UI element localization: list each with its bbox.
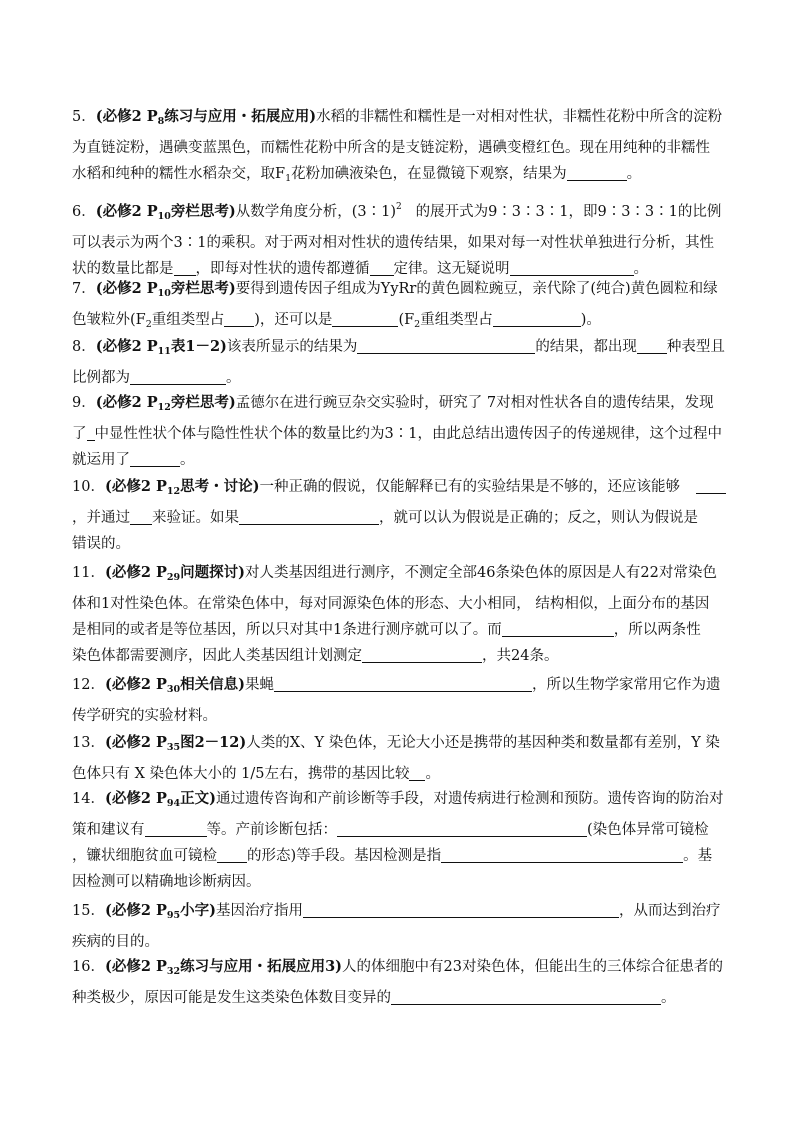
question-number: 9． [72, 395, 96, 411]
answer-blank[interactable] [370, 260, 394, 276]
question-number: 14． [72, 791, 105, 807]
question-number: 5． [72, 109, 96, 125]
question-5: 5．(必修2 $P_8$练习与应用・拓展应用)水稻的非糯性和糯性是一对相对性状，非糯性花粉中所含的淀粉 为直链淀粉，遇碘变蓝黑色，而糯性花粉中所含的是支链淀粉，遇碘变橙红色。现在用纯种的非糯性 水稻和纯种的糯性水稻杂交，取$F_1$花粉加碘液染色，在显微镜下观察，结果为 。 [72, 104, 732, 192]
question-16: 16．(必修2 $P_{32}$练习与应用・拓展应用3)人的体细胞中有23对染色体，但能出生的三体综合征患者的 种类极少，原因可能是发生这类染色体数目变异的 。 [72, 958, 723, 1006]
answer-blank[interactable] [502, 621, 614, 637]
question-number: 12． [72, 677, 105, 693]
question-6: 6．(必修2 $P_{10}$旁栏思考)从数学角度分析，(3∶1)$^2$ 的展开式为9∶3∶3∶1，即9∶3∶3∶1的比例 可以表示为两个3∶1的乘积。对于两对相对性状的遗传结果，如果对每一对性状单独进行分析，其性 状的数量比都是 ，即每对性状的遗传都遵循 定律。这无疑说明 。 [72, 194, 732, 282]
source-reference: (必修2 $P_8$练习与应用・拓展应用) [95, 108, 317, 127]
answer-blank[interactable] [332, 311, 398, 327]
question-12: 12．(必修2 $P_{30}$相关信息)果蝇 ，所以生物学家常用它作为遗 传学研究的实验材料。 [72, 676, 721, 724]
answer-blank[interactable] [217, 847, 247, 863]
answer-blank[interactable] [303, 902, 619, 918]
source-reference: (必修2 $P_{94}$正文) [104, 790, 216, 809]
answer-blank[interactable] [357, 338, 535, 354]
answer-blank[interactable] [362, 647, 482, 663]
question-text: 水稻的非糯性和糯性是一对相对性状，非糯性花粉中所含的淀粉 [316, 109, 723, 125]
source-reference: (必修2 $P_{11}$表1－2) [95, 338, 227, 357]
answer-blank[interactable] [130, 451, 180, 467]
question-11: 11．(必修2 $P_{29}$问题探讨)对人类基因组进行测序，不测定全部46条染色体的原因是人有22对常染色 体和1对性染色体。在常染色体中，每对同源染色体的形态、大小相同， 结构相似，上面分布的基因 是相同的或者是等位基因，所以只对其中1条进行测序就可以了。而 ，所以两条性 染色体都需要测序，因此人类基因组计划测定 ，共24条。 [72, 564, 717, 664]
question-number: 10． [72, 479, 105, 495]
source-reference: (必修2 $P_{29}$问题探讨) [104, 564, 245, 583]
question-text: 可以表示为两个3∶1的乘积。对于两对相对性状的遗传结果，如果对每一对性状单独进行分析，其性 [72, 235, 714, 251]
question-text: 要得到遗传因子组成为YyRr的黄色圆粒豌豆，亲代除了(纯合)黄色圆粒和绿 [235, 281, 718, 297]
source-reference: (必修2 $P_{32}$练习与应用・拓展应用3) [104, 958, 343, 977]
question-7: 7．(必修2 $P_{10}$旁栏思考)要得到遗传因子组成为YyRr的黄色圆粒豌豆，亲代除了(纯合)黄色圆粒和绿 色皱粒外($F_2$重组类型占 )，还可以是 ($F_2$重组类型占 )。 [72, 280, 718, 330]
question-number: 6． [72, 204, 96, 220]
answer-blank[interactable] [87, 425, 95, 441]
answer-blank[interactable] [130, 369, 226, 385]
source-reference: (必修2 $P_{12}$旁栏思考) [95, 394, 236, 413]
source-reference: (必修2 $P_{95}$小字) [104, 902, 216, 921]
answer-blank[interactable] [696, 478, 726, 494]
answer-blank[interactable] [441, 847, 683, 863]
question-13: 13．(必修2 $P_{35}$图2－12)人类的X、Y 染色体，无论大小还是携带的基因种类和数量都有差别，Y 染 色体只有 X 染色体大小的 1/5左右，携带的基因比较 。 [72, 734, 720, 782]
question-text: 水稻和纯种的糯性水稻杂交，取F [72, 166, 286, 182]
answer-blank[interactable] [130, 509, 152, 525]
source-reference: (必修2 $P_{35}$图2－12) [104, 734, 247, 753]
answer-blank[interactable] [391, 989, 661, 1005]
answer-blank[interactable] [337, 821, 587, 837]
question-text: 孟德尔在进行豌豆杂交实验时，研究了 7对相对性状各自的遗传结果，发现 [235, 395, 714, 411]
question-text: 从数学角度分析，(3∶1) [235, 204, 397, 220]
source-reference: (必修2 $P_{10}$旁栏思考) [95, 203, 236, 222]
source-reference: (必修2 $P_{12}$思考・讨论) [104, 478, 260, 497]
answer-blank[interactable] [274, 676, 532, 692]
question-text: 为直链淀粉，遇碘变蓝黑色，而糯性花粉中所含的是支链淀粉，遇碘变橙红色。现在用纯种的非糯性 [72, 140, 710, 156]
question-10: 10．(必修2 $P_{12}$思考・讨论)一种正确的假说，仅能解释已有的实验结果是不够的，还应该能够 ，并通过 来验证。如果 ，就可以认为假说是正确的；反之，则认为假说是 错误的。 [72, 474, 732, 557]
question-number: 13． [72, 735, 105, 751]
question-9: 9．(必修2 $P_{12}$旁栏思考)孟德尔在进行豌豆杂交实验时，研究了 7对相对性状各自的遗传结果，发现 了 中显性性状个体与隐性性状个体的数量比约为3∶1，由此总结出遗传因子的传递规律，这个过程中 就运用了 。 [72, 394, 722, 468]
question-number: 15． [72, 903, 105, 919]
question-8: 8．(必修2 $P_{11}$表1－2)该表所显示的结果为 的结果，都出现 种表型且 比例都为 。 [72, 338, 725, 386]
question-number: 8． [72, 339, 96, 355]
answer-blank[interactable] [224, 311, 254, 327]
answer-blank[interactable] [145, 821, 207, 837]
answer-blank[interactable] [637, 338, 667, 354]
source-reference: (必修2 $P_{10}$旁栏思考) [95, 280, 236, 299]
answer-blank[interactable] [409, 765, 425, 781]
question-number: 16． [72, 959, 105, 975]
question-number: 7． [72, 281, 96, 297]
source-reference: (必修2 $P_{30}$相关信息) [104, 676, 245, 695]
question-15: 15．(必修2 $P_{95}$小字)基因治疗指用 ，从而达到治疗 疾病的目的。 [72, 902, 721, 950]
answer-blank[interactable] [510, 260, 634, 276]
answer-blank[interactable] [174, 260, 196, 276]
answer-blank[interactable] [567, 165, 627, 181]
question-number: 11． [72, 565, 105, 581]
question-14: 14．(必修2 $P_{94}$正文)通过遗传咨询和产前诊断等手段，对遗传病进行检测和预防。遗传咨询的防治对 策和建议有 等。产前诊断包括： (染色体异常可镜检 ，镰状细胞贫血可镜检 的形态)等手段。基因检测是指 。基 因检测可以精确地诊断病因。 [72, 790, 724, 890]
answer-blank[interactable] [239, 509, 379, 525]
answer-blank[interactable] [493, 311, 581, 327]
